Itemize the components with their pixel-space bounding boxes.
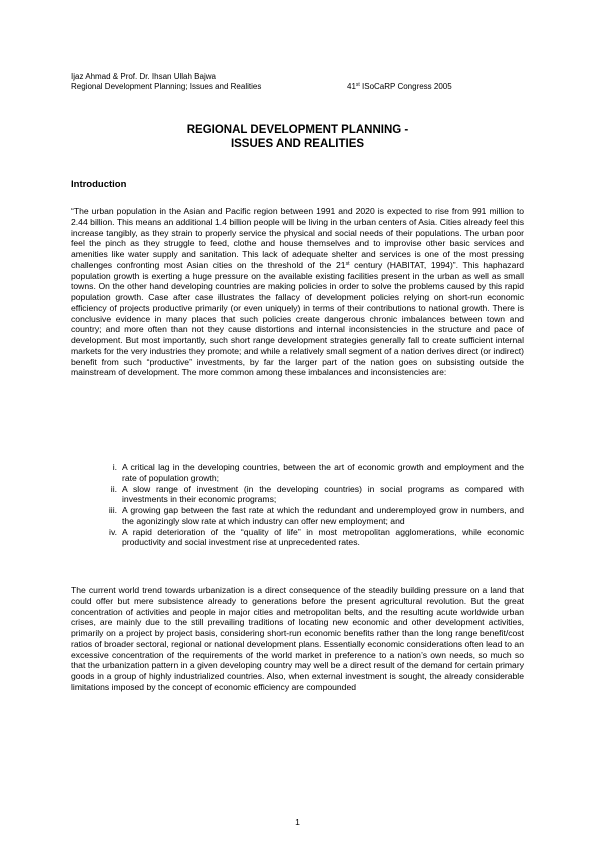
century-suffix: st	[345, 260, 350, 267]
congress-name: ISoCaRP Congress 2005	[359, 82, 452, 91]
header-authors: Ijaz Ahmad & Prof. Dr. Ihsan Ullah Bajwa	[71, 72, 216, 81]
paragraph-2: The current world trend towards urbanization is a direct consequence of the steadily building pressure on a land that could offer but mere subsistence already to generations before the present agricultural revolution. But the great concentration of activities and people in major cities and metropolitan belts, and the resulting acute worldwide urban crises, are mainly due to the still prevailing traditions of locating new economic and other development activities, primarily on a project by project basis, considering short-run economic benefits rather than the long range benefit/cost ratios of broader sectoral, regional or national development plans. Essentially economic considerations often lead to an excessive concentration of the requirements of the world market in preference to a nation’s own needs, so much so that the urbanization pattern in a given developing country may well be a direct result of the demand for certain primary goods in a group of highly industrialized countries. Also, when external investment is sought, the already considerable limitations imposed by the concept of economic efficiency are compounded	[71, 585, 524, 692]
paragraph-1-text-b: century (HABITAT, 1994)”. This haphazard population growth is exerting a huge pressure on the available existing facilities present in the urban as well as small towns. On the other hand developing countries are making policies in order to solve the problems caused by this rapid population growth. Case after case illustrates the fallacy of development policies relying on short-run economic efficiency of projects productive primarily (or even uniquely) in terms of their contributions to national growth. There is conclusive evidence in many places that such policies create dangerous chronic imbalances between town and country; and more often than not they cause distortions and internal inconsistencies in the structure and pace of development. But most importantly, such short range development strategies generally fall to create sufficient internal markets for the very industries they promote; and while a relatively small segment of a nation derives direct (or indirect) benefit from such “productive” investments, by far the larger part of the nation goes on subsisting outside the mainstream of development. The more common among these imbalances and inconsistencies are:	[71, 259, 524, 378]
list-item-number: ii.	[110, 483, 117, 494]
congress-number: 41	[347, 82, 356, 91]
title-line-1: REGIONAL DEVELOPMENT PLANNING -	[186, 124, 409, 136]
list-item-number: iv.	[109, 526, 117, 537]
list-item	[103, 505, 524, 527]
section-heading: Introduction	[71, 179, 127, 190]
paragraph-1	[71, 206, 524, 378]
list-item-text: A slow range of investment (in the developing countries) in social programs as compared with investments in their economic programs;	[122, 483, 524, 505]
list-item-text: A critical lag in the developing countries, between the art of economic growth and employment and the rate of population growth;	[122, 462, 524, 483]
page-number: 1	[295, 817, 300, 827]
list-item	[103, 484, 524, 506]
list-item	[103, 527, 524, 549]
list-item-number: iii.	[108, 505, 117, 515]
header-congress	[347, 82, 452, 92]
list-item-text: A rapid deterioration of the “quality of life” in most metropolitan agglomerations, while economic productivity and social investment rise at unprecedented rates.	[122, 526, 524, 548]
title-line-2: ISSUES AND REALITIES	[230, 138, 365, 150]
list-item	[103, 462, 524, 484]
list-item-number: i.	[112, 462, 117, 472]
page-title	[71, 123, 524, 151]
imbalances-list	[103, 462, 524, 548]
list-item-text: A growing gap between the fast rate at which the redundant and underemployed grow in numbers, and the agonizingly slow rate at which industry can offer new employment; and	[122, 505, 524, 526]
paragraph-1-text-a: “The urban population in the Asian and Pacific region between 1991 and 2020 is expected to rise from 991 million to 2.44 billion. This means an additional 1.4 billion people will be living in the urban centers of Asia. Cities already feel this increase tangibly, as they strain to properly service the physical and social needs of their populations. The urban poor feel the pinch as they struggle to feed, clothe and house themselves and to improvise other basic services and amenities like water supply and sanitation. This lack of adequate shelter and services is one of the most pressing challenges confronting most Asian cities on the threshold of the 21	[71, 206, 524, 270]
congress-suffix: st	[355, 82, 360, 88]
header-short-title: Regional Development Planning; Issues and Realities	[71, 82, 262, 91]
